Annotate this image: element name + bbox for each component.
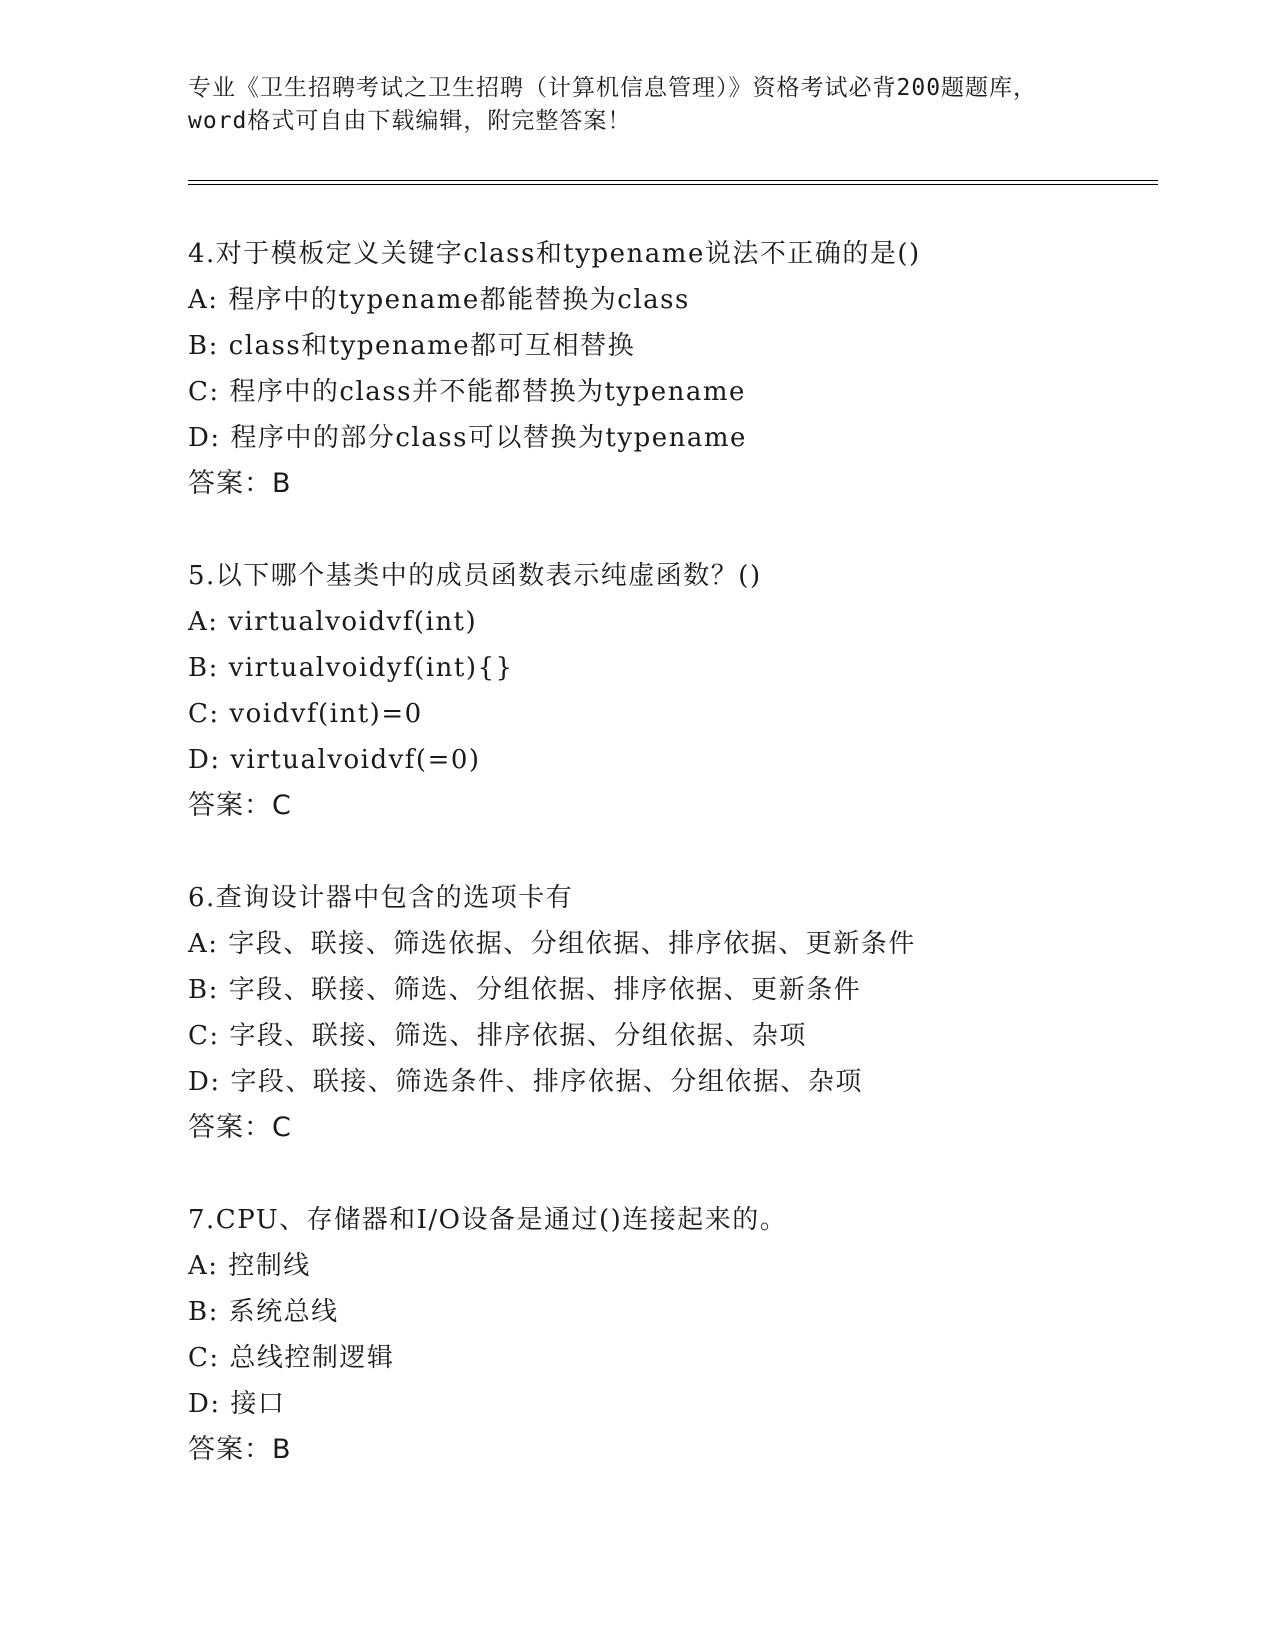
question-stem: 7.CPU、存储器和I/O设备是通过()连接起来的。 xyxy=(188,1205,788,1235)
option-a: A: 控制线 xyxy=(188,1251,311,1281)
answer-label: 答案：B xyxy=(188,468,292,499)
document-header xyxy=(188,72,1088,138)
option-d: D: virtualvoidvf(=0) xyxy=(188,745,481,775)
option-c: C: 字段、联接、筛选、排序依据、分组依据、杂项 xyxy=(188,1021,807,1051)
question-5 xyxy=(188,553,1188,829)
answer-label: 答案：C xyxy=(188,790,292,821)
option-b: B: virtualvoidyf(int){} xyxy=(188,653,514,683)
answer-label: 答案：C xyxy=(188,1112,292,1143)
header-divider-bottom xyxy=(188,184,1158,185)
option-b: B: 系统总线 xyxy=(188,1297,339,1327)
header-line-1: 专业《卫生招聘考试之卫生招聘（计算机信息管理）》资格考试必背200题题库， xyxy=(188,75,1038,101)
option-c: C: 程序中的class并不能都替换为typename xyxy=(188,377,746,407)
option-d: D: 字段、联接、筛选条件、排序依据、分组依据、杂项 xyxy=(188,1067,863,1097)
option-b: B: 字段、联接、筛选、分组依据、排序依据、更新条件 xyxy=(188,975,862,1005)
question-stem: 5.以下哪个基类中的成员函数表示纯虚函数？() xyxy=(188,561,762,591)
option-a: A: 程序中的typename都能替换为class xyxy=(188,285,690,315)
question-7 xyxy=(188,1197,1188,1473)
option-c: C: 总线控制逻辑 xyxy=(188,1343,395,1373)
header-divider-top xyxy=(188,180,1158,181)
question-stem: 4.对于模板定义关键字class和typename说法不正确的是() xyxy=(188,239,921,269)
option-d: D: 接口 xyxy=(188,1389,286,1419)
question-stem: 6.查询设计器中包含的选项卡有 xyxy=(188,883,574,913)
question-6 xyxy=(188,875,1188,1151)
option-a: A: virtualvoidvf(int) xyxy=(188,607,478,637)
question-4 xyxy=(188,231,1188,507)
header-line-2: word格式可自由下载编辑，附完整答案！ xyxy=(188,108,632,134)
answer-label: 答案：B xyxy=(188,1434,292,1465)
option-b: B: class和typename都可互相替换 xyxy=(188,331,636,361)
option-c: C: voidvf(int)=0 xyxy=(188,699,423,729)
option-d: D: 程序中的部分class可以替换为typename xyxy=(188,423,747,453)
option-a: A: 字段、联接、筛选依据、分组依据、排序依据、更新条件 xyxy=(188,929,916,959)
